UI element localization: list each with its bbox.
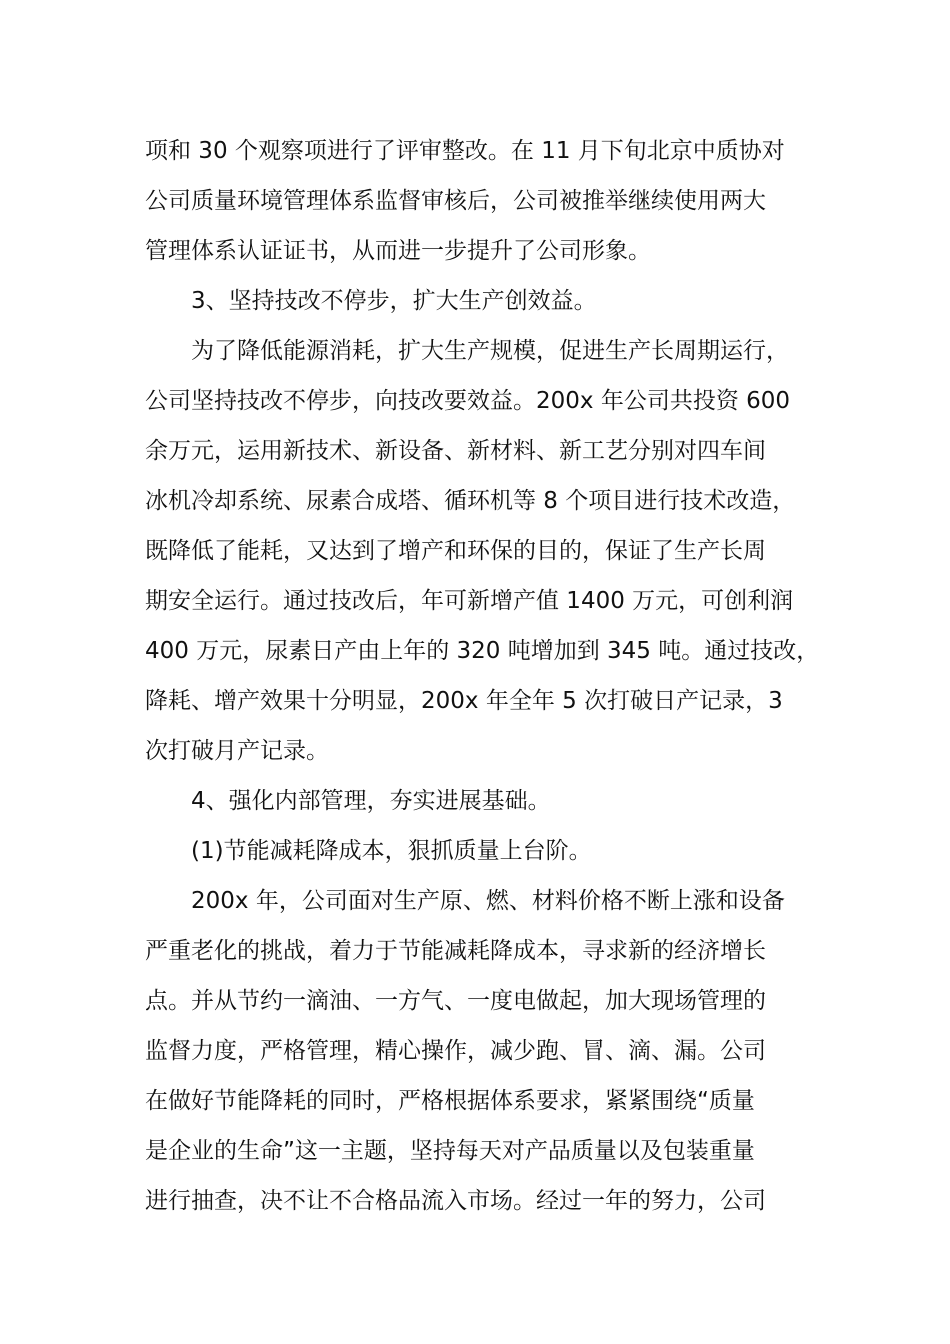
text-line: 降耗、增产效果十分明显，200x 年全年 5 次打破日产记录，3 [145,688,783,714]
text-line: 在做好节能降耗的同时，严格根据体系要求，紧紧围绕“质量 [145,1088,755,1114]
text-line: 为了降低能源消耗，扩大生产规模，促进生产长周期运行， [191,338,789,364]
text-line: 点。并从节约一滴油、一方气、一度电做起，加大现场管理的 [145,988,766,1014]
text-line: 400 万元，尿素日产由上年的 320 吨增加到 345 吨。通过技改， [145,638,820,664]
section-heading: 3、坚持技改不停步，扩大生产创效益。 [191,288,597,314]
text-line: 公司质量环境管理体系监督审核后，公司被推举继续使用两大 [145,188,766,214]
text-line: 既降低了能耗，又达到了增产和环保的目的，保证了生产长周 [145,538,766,564]
text-line: 项和 30 个观察项进行了评审整改。在 11 月下旬北京中质协对 [145,138,785,164]
text-line: 是企业的生命”这一主题，坚持每天对产品质量以及包装重量 [145,1138,755,1164]
section-heading: 4、强化内部管理，夯实进展基础。 [191,788,551,814]
body-text [145,126,825,1226]
text-line: 公司坚持技改不停步，向技改要效益。200x 年公司共投资 600 [145,388,791,414]
subsection-heading: (1)节能减耗降成本，狠抓质量上台阶。 [191,838,592,864]
text-line: 进行抽查，决不让不合格品流入市场。经过一年的努力，公司 [145,1188,766,1214]
text-line: 监督力度，严格管理，精心操作，减少跑、冒、滴、漏。公司 [145,1038,766,1064]
text-line: 严重老化的挑战，着力于节能减耗降成本，寻求新的经济增长 [145,938,766,964]
text-line: 余万元，运用新技术、新设备、新材料、新工艺分别对四车间 [145,438,766,464]
text-line: 期安全运行。通过技改后，年可新增产值 1400 万元，可创利润 [145,588,794,614]
text-line: 200x 年，公司面对生产原、燃、材料价格不断上涨和设备 [191,888,785,914]
text-line: 管理体系认证证书，从而进一步提升了公司形象。 [145,238,651,264]
text-line: 冰机冷却系统、尿素合成塔、循环机等 8 个项目进行技术改造， [145,488,796,514]
text-line: 次打破月产记录。 [145,738,329,764]
